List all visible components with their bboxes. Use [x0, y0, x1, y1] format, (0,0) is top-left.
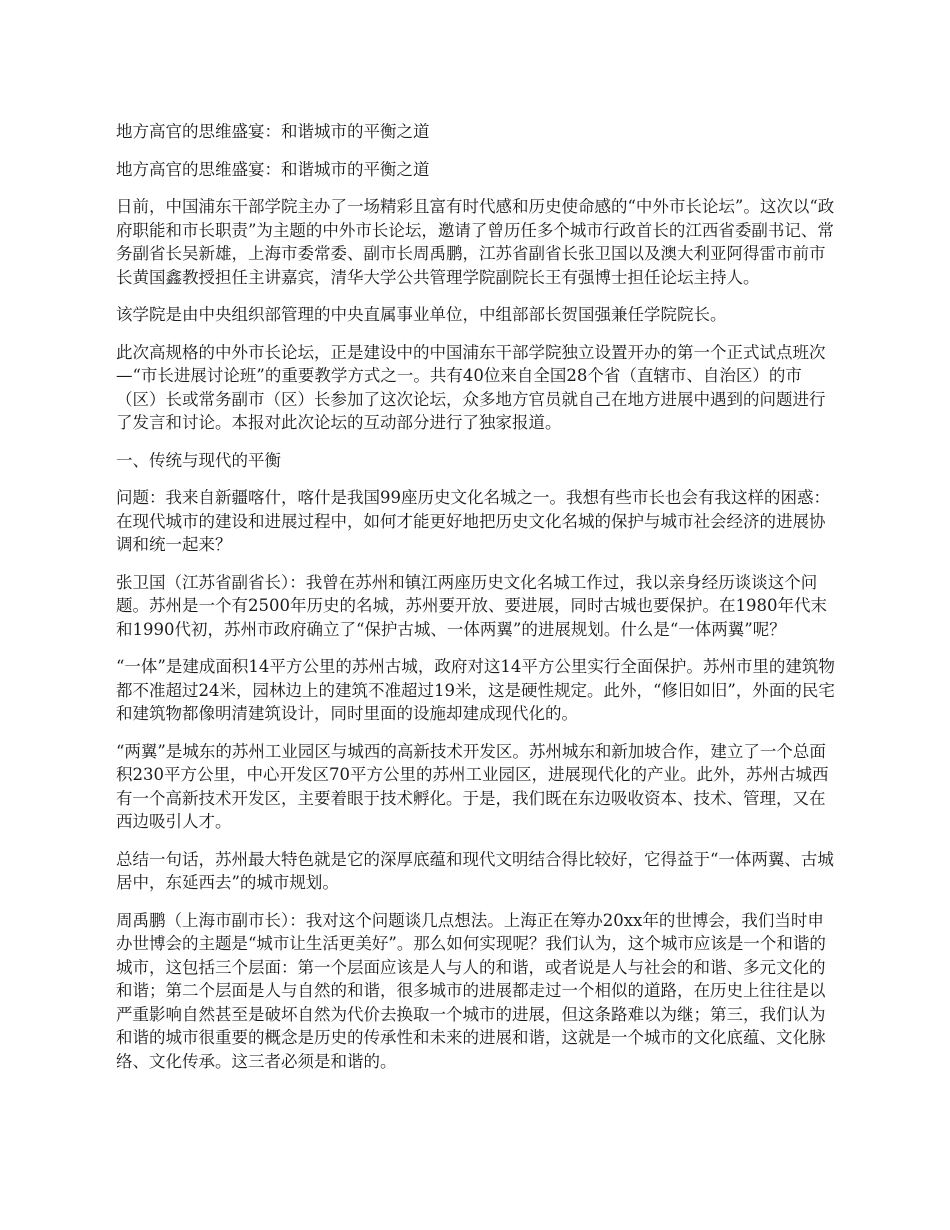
document-page	[116, 120, 838, 1087]
academy-paragraph: 该学院是由中央组织部管理的中央直属事业单位，中组部部长贺国强兼任学院院长。	[116, 305, 727, 324]
zhang-answer-paragraph: 张卫国（江苏省副省长）：我曾在苏州和镇江两座历史文化名城工作过，我以亲身经历谈谈这个问题。苏州是一个有2500年历史的名城，苏州要开放、要进展，同时古城也要保护。在1980年代末和1990代初，苏州市政府确立了“保护古城、一体两翼”的进展规划。什么是“一体两翼”呢？	[116, 572, 827, 639]
document-title: 地方高官的思维盛宴：和谐城市的平衡之道	[116, 122, 430, 141]
liangyi-paragraph: “两翼”是城东的苏州工业园区与城西的高新技术开发区。苏州城东和新加坡合作，建立了一个总面积230平方公里，中心开发区70平方公里的苏州工业园区，进展现代化的产业。此外，苏州古城西有一个高新技术开发区，主要着眼于技术孵化。于是，我们既在东边吸收资本、技术、管理，又在西边吸引人才。	[116, 741, 829, 831]
question-paragraph: 问题：我来自新疆喀什，喀什是我国99座历史文化名城之一。我想有些市长也会有我这样的困惑：在现代城市的建设和进展过程中，如何才能更好地把历史文化名城的保护与城市社会经济的进展协调和统一起来？	[116, 488, 830, 554]
summary-paragraph: 总结一句话，苏州最大特色就是它的深厚底蕴和现代文明结合得比较好，它得益于“一体两翼、古城居中，东延西去”的城市规划。	[116, 849, 834, 892]
intro-paragraph: 日前，中国浦东干部学院主办了一场精彩且富有时代感和历史使命感的“中外市长论坛”。这次以“政府职能和市长职责”为主题的中外市长论坛，邀请了曾历任多个城市行政首长的江西省委副书记、常务副省长吴新雄，上海市委常委、副市长周禹鹏，江苏省副省长张卫国以及澳大利亚阿得雷市前市长黄国鑫教授担任主讲嘉宾，清华大学公共管理学院副院长王有强博士担任论坛主持人。	[116, 197, 835, 287]
section-heading: 一、传统与现代的平衡	[116, 450, 281, 470]
forum-paragraph: 此次高规格的中外市长论坛，正是建设中的中国浦东干部学院独立设置开办的第一个正式试点班次—“市长进展讨论班”的重要教学方式之一。共有40位来自全国28个省（直辖市、自治区）的市（区）长或常务副市（区）长参加了这次论坛，众多地方官员就自己在地方进展中遇到的问题进行了发言和讨论。本报对此次论坛的互动部分进行了独家报道。	[116, 342, 826, 432]
yiti-paragraph: “一体”是建成面积14平方公里的苏州古城，政府对这14平方公里实行全面保护。苏州市里的建筑物都不准超过24米，园林边上的建筑不准超过19米，这是硬性规定。此外，“修旧如旧”，外面的民宅和建筑物都像明清建筑设计，同时里面的设施却建成现代化的。	[116, 657, 835, 723]
document-subtitle: 地方高官的思维盛宴：和谐城市的平衡之道	[116, 159, 430, 179]
zhou-answer-paragraph: 周禹鹏（上海市副市长）：我对这个问题谈几点想法。上海正在筹办20xx年的世博会，我们当时申办世博会的主题是“城市让生活更美好”。那么如何实现呢？我们认为，这个城市应该是一个和谐的城市，这包括三个层面：第一个层面应该是人与人的和谐，或者说是人与社会的和谐、多元文化的和谐；第二个层面是人与自然的和谐，很多城市的进展都走过一个相似的道路，在历史上往往是以严重影响自然甚至是破坏自然为代价去换取一个城市的进展，但这条路难以为继；第三，我们认为和谐的城市很重要的概念是历史的传承性和未来的进展和谐，这就是一个城市的文化底蕴、文化脉络、文化传承。这三者必须是和谐的。	[116, 910, 826, 1071]
